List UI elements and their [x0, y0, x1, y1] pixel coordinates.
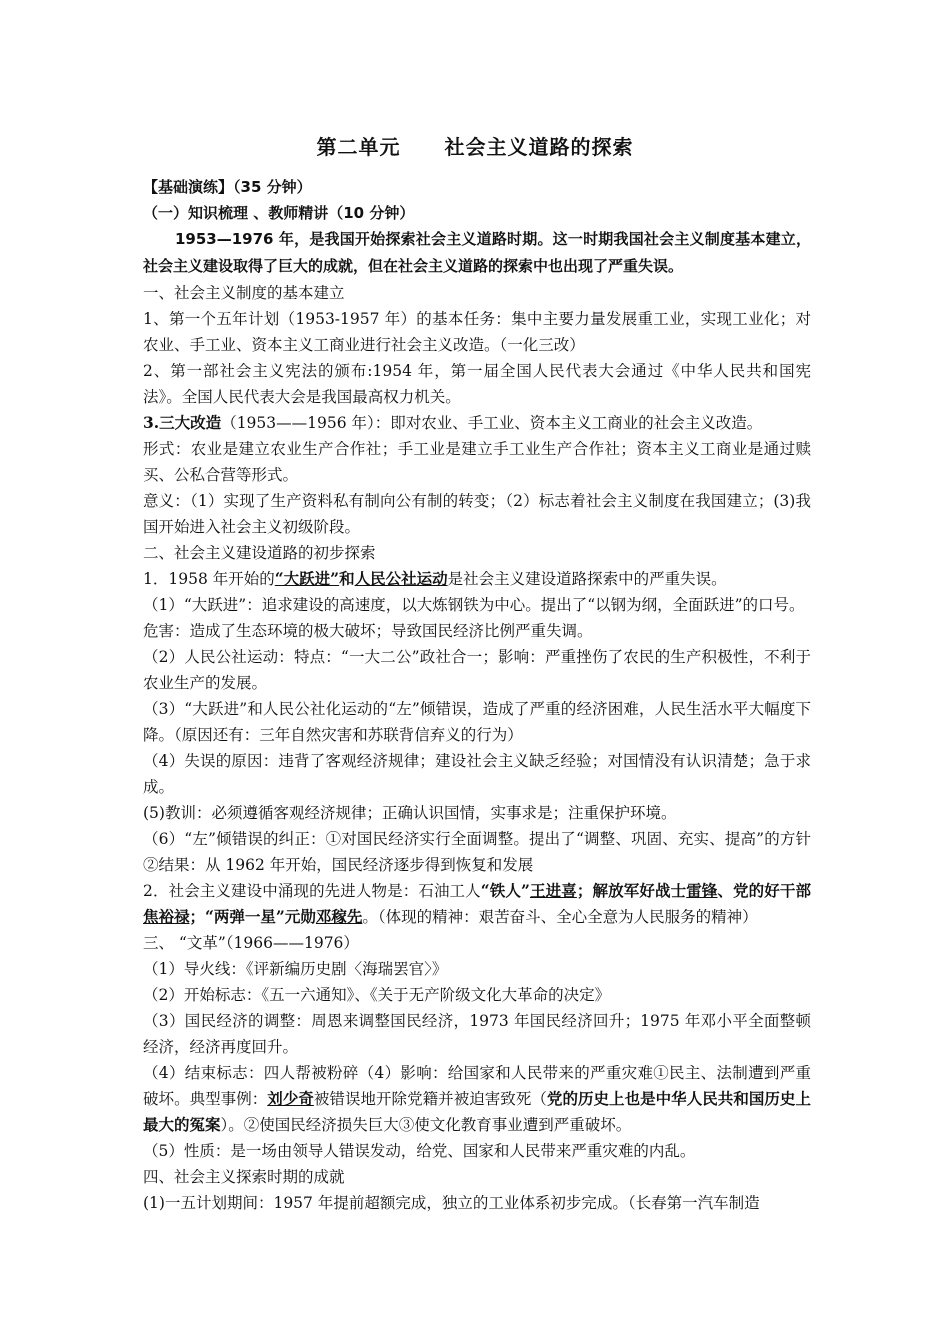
document-body	[143, 174, 811, 1216]
part4-s1: (1)一五计划期间：1957 年提前超额完成，独立的工业体系初步完成。（长春第一汽车制造	[143, 1194, 760, 1212]
text: ）。②使国民经济损失巨大③使文化教育事业遭到严重破坏。	[220, 1116, 632, 1134]
part1-item2: 2、第一部社会主义宪法的颁布:1954 年，第一届全国人民代表大会通过《中华人民共和国宪法》。全国人民代表大会是我国最高权力机关。	[143, 362, 811, 406]
basic-practice-heading	[143, 174, 811, 200]
section-one-heading: （一）知识梳理 、教师精讲（10 分钟）	[143, 204, 415, 222]
part2-s5: (5)教训：必须遵循客观经济规律；正确认识国情，实事求是；注重保护环境。	[143, 804, 677, 822]
part2-s4: （4）失误的原因：违背了客观经济规律；建设社会主义缺乏经验；对国情没有认识清楚；急于求成。	[143, 752, 811, 796]
part3-s5: （5）性质：是一场由领导人错误发动，给党、国家和人民带来严重灾难的内乱。	[143, 1142, 696, 1160]
part2-item1	[143, 566, 811, 592]
liu-shaoqi: 刘少奇	[267, 1089, 314, 1108]
part1-form: 形式：农业是建立农业生产合作社；手工业是建立手工业生产合作社；资本主义工商业是通过赎买、公私合营等形式。	[143, 440, 811, 484]
text: 是社会主义建设道路探索中的严重失误。	[447, 570, 727, 588]
basic-label: 【基础演练】	[143, 178, 234, 196]
three-reforms-label: 3.三大改造	[143, 413, 222, 432]
text: 和	[339, 569, 355, 588]
text: ；解放军好战士	[576, 881, 687, 900]
part4-heading: 四、社会主义探索时期的成就	[143, 1168, 345, 1186]
part2-s3: （3）“大跃进”和人民公社化运动的“左”倾错误，造成了严重的经济困难，人民生活水平大幅度下降。（原因还有：三年自然灾害和苏联背信弃义的行为）	[143, 700, 811, 744]
text: 被错误地开除党籍并被迫害致死（	[313, 1090, 547, 1108]
three-reforms-text: （1953——1956 年）：即对农业、手工业、资本主义工商业的社会主义改造。	[221, 414, 763, 432]
part1-meaning: 意义：（1）实现了生产资料私有制向公有制的转变；（2）标志着社会主义制度在我国建立；(3)我国开始进入社会主义初级阶段。	[143, 492, 811, 536]
peoples-commune-term: 人民公社运动	[354, 569, 448, 588]
title-topic: 社会主义道路的探索	[444, 135, 634, 159]
part2-harm: 危害：造成了生态环境的极大破坏；导致国民经济比例严重失调。	[143, 622, 593, 640]
text: （4）结束标志：四人帮被粉碎（4）影响：给国家和人民带来的严重灾难①民主、法制遭到严重破坏。典型事例：	[143, 1064, 811, 1108]
part1-item3	[143, 410, 811, 436]
part3-heading: 三、 “文革”（1966——1976）	[143, 934, 359, 952]
title-unit: 第二单元	[316, 135, 401, 159]
text: 1．1958 年开始的	[143, 570, 275, 588]
text: 2．社会主义建设中涌现的先进人物是：石油工人	[143, 882, 481, 900]
part3-s4	[143, 1060, 811, 1138]
part1-heading: 一、社会主义制度的基本建立	[143, 284, 345, 302]
basic-time: （35 分钟）	[233, 178, 312, 196]
part2-s1: （1）“大跃进”：追求建设的高速度，以大炼钢铁为中心。提出了“以钢为纲，全面跃进”的口号。	[143, 596, 805, 614]
part3-s2: （2）开始标志：《五一六通知》、《关于无产阶级文化大革命的决定》	[143, 986, 611, 1004]
part2-s2: （2）人民公社运动：特点：“一大二公”政社合一；影响：严重挫伤了农民的生产积极性，不利于农业生产的发展。	[143, 648, 811, 692]
intro-paragraph: 1953—1976 年，是我国开始探索社会主义道路时期。这一时期我国社会主义制度基本建立，社会主义建设取得了巨大的成就，但在社会主义道路的探索中也出现了严重失误。	[143, 230, 811, 275]
text: “铁人”	[480, 881, 530, 900]
part2-item2	[143, 878, 811, 930]
page-title	[0, 134, 950, 160]
part3-s1: （1）导火线：《评新编历史剧〈海瑞罢官〉》	[143, 960, 448, 978]
part1-item1: 1、第一个五年计划（1953-1957 年）的基本任务：集中主要力量发展重工业，实现工业化；对农业、手工业、资本主义工商业进行社会主义改造。（一化三改）	[143, 310, 811, 354]
biggest-injustice: 党的历史上也是中华人民共和国历史上最大的冤案	[143, 1089, 811, 1134]
lei-feng: 雷锋	[686, 881, 718, 900]
deng-jiaxian: 邓稼先	[315, 907, 363, 926]
great-leap-term: “大跃进”	[274, 569, 340, 588]
text: 。（体现的精神：艰苦奋斗、全心全意为人民服务的精神）	[362, 908, 758, 926]
text: ；“两弹一星”元勋	[189, 907, 316, 926]
part2-heading: 二、社会主义建设道路的初步探索	[143, 544, 376, 562]
part2-s6: （6）“左”倾错误的纠正：①对国民经济实行全面调整。提出了“调整、巩固、充实、提高”的方针②结果：从 1962 年开始，国民经济逐步得到恢复和发展	[143, 830, 811, 874]
part3-s3: （3）国民经济的调整：周恩来调整国民经济，1973 年国民经济回升；1975 年邓小平全面整顿经济，经济再度回升。	[143, 1012, 811, 1056]
text: 、党的好干部	[717, 881, 811, 900]
jiao-yulu: 焦裕禄	[143, 907, 190, 926]
wang-jinxi: 王进喜	[529, 881, 577, 900]
